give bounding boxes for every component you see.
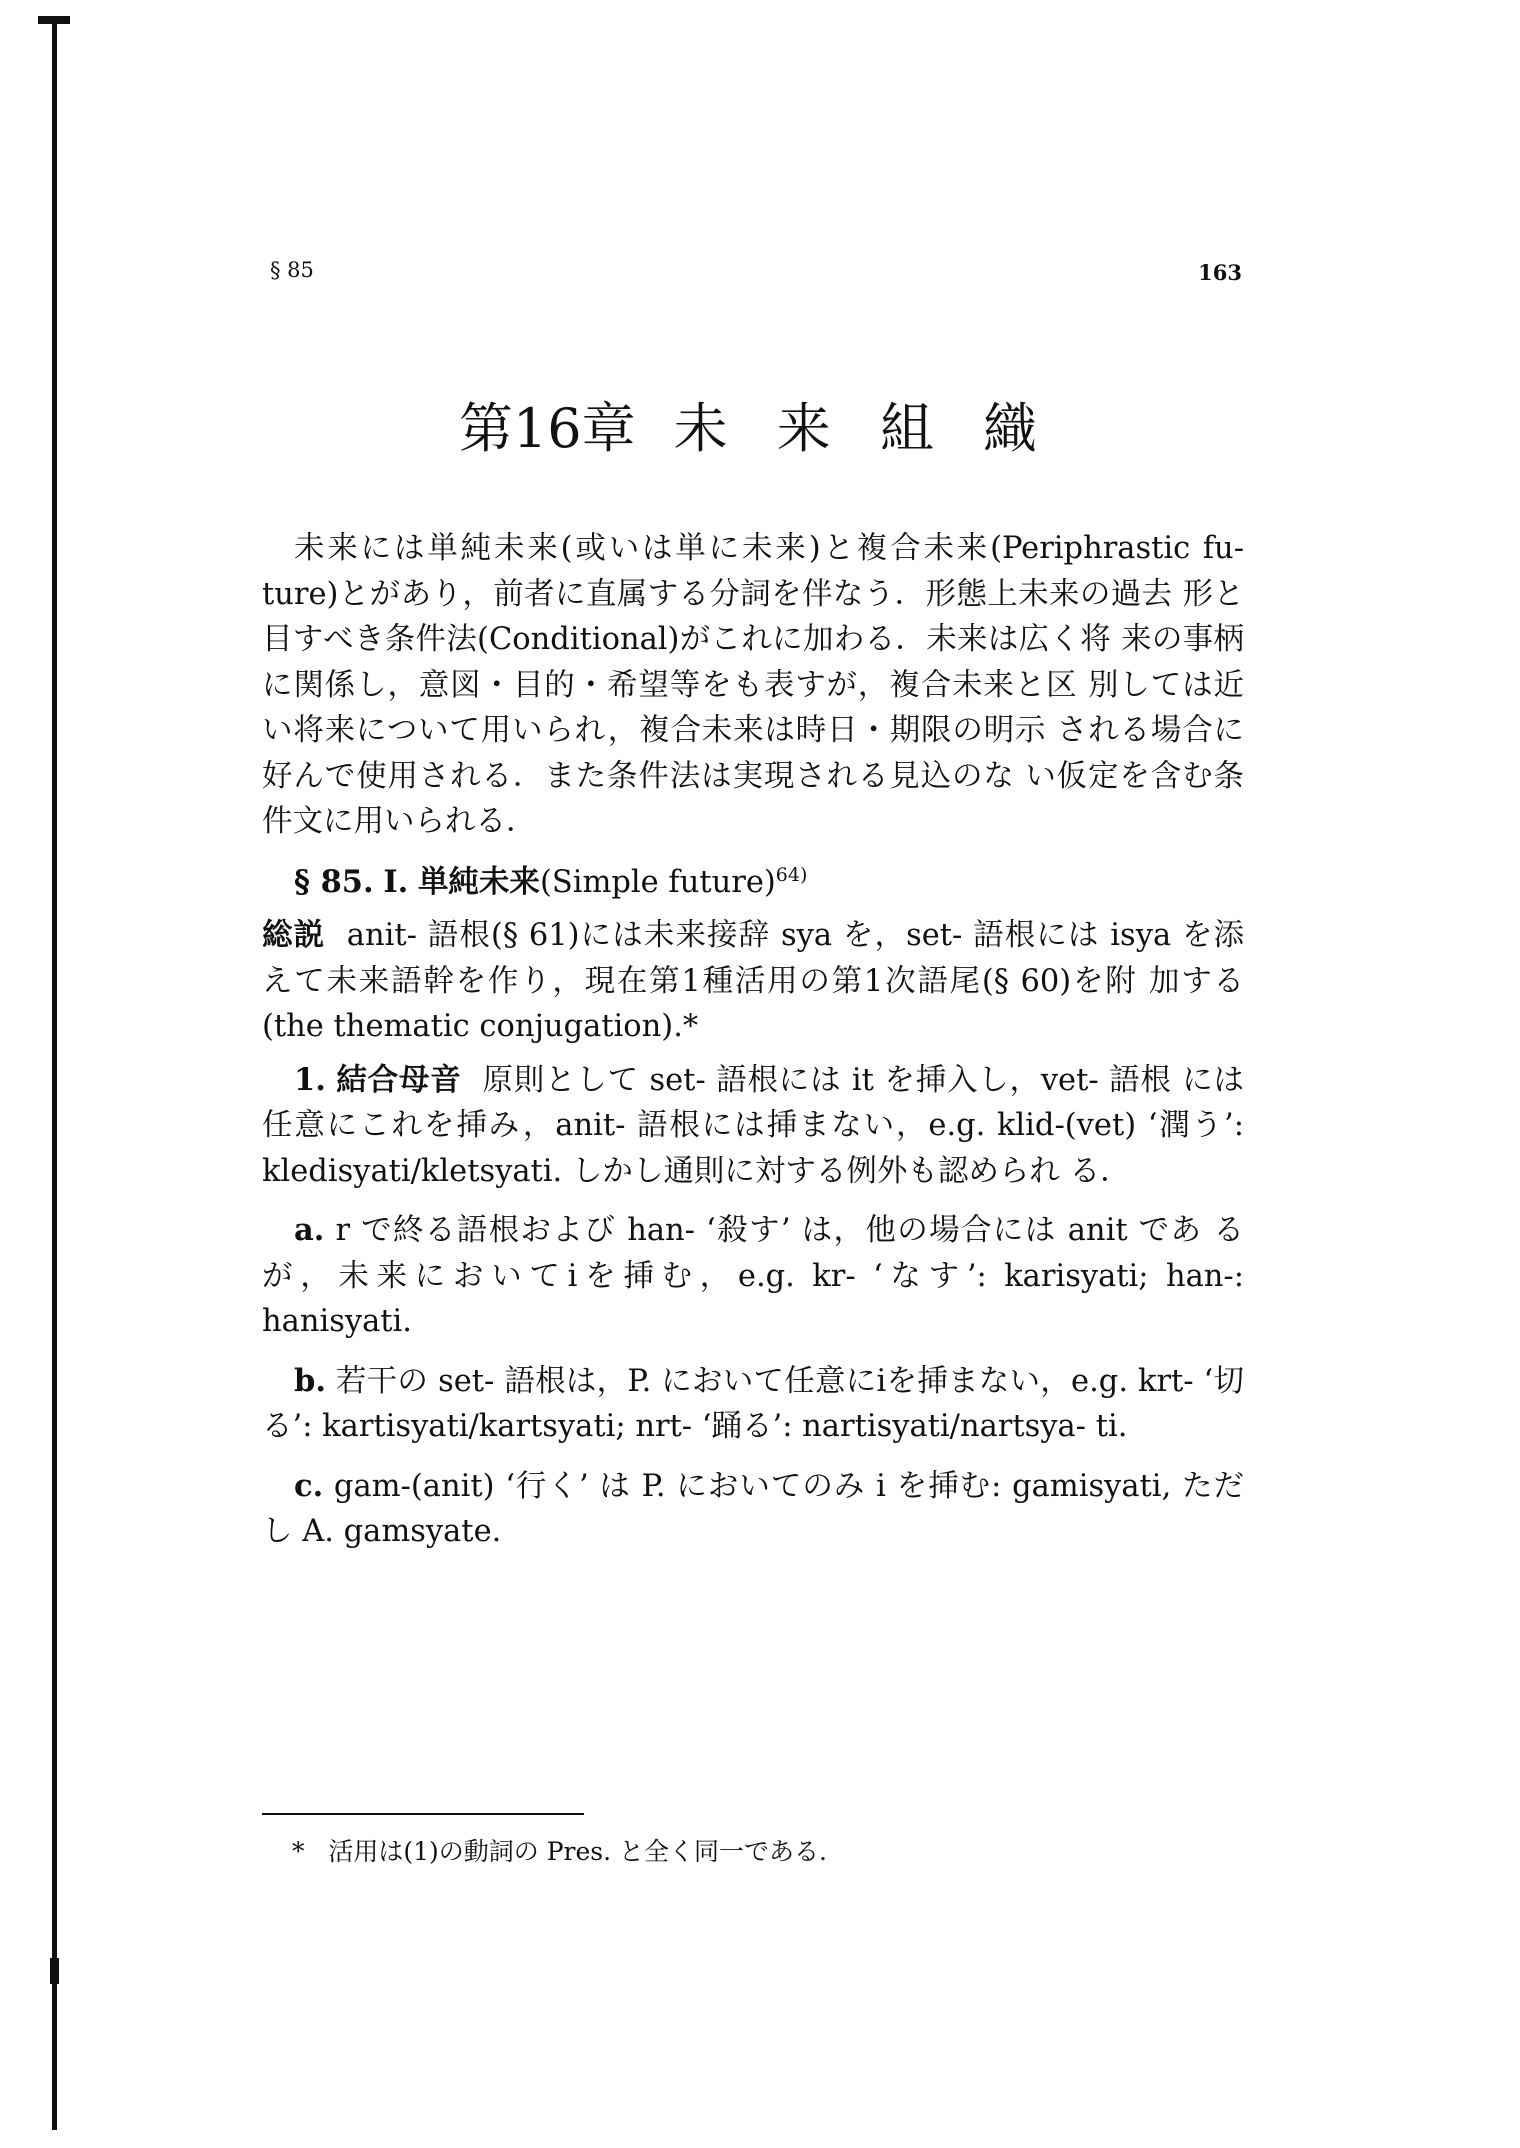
- intro-line: 形と目すべき条件法(Conditional)がこれに加わる．未来は広く将: [262, 576, 1244, 657]
- intro-line: 未来には単純未来(或いは単に未来)と複合未来(Periphrastic fu-: [294, 531, 1244, 566]
- item-c-line: ただし A. gamsyate.: [262, 1468, 1244, 1550]
- section-number: § 85.: [294, 863, 374, 900]
- item-b-line: ti.: [1095, 1409, 1128, 1445]
- item-a-paragraph: [262, 1208, 1244, 1345]
- intro-line: 来の事柄に関係し，意図・目的・希望等をも表すが，複合未来と区: [262, 622, 1245, 703]
- item-b-paragraph: [262, 1359, 1244, 1450]
- body-text: [262, 526, 1244, 1555]
- item-b-label: b.: [294, 1362, 326, 1399]
- item-b-line: krt- ‘切る’: kartisyati/kartsyati; nrt- ‘踊る’: nartisyati/nartsya-: [262, 1363, 1244, 1445]
- item-1-line: には任意にこれを挿み，anit- 語根には挿まない，e.g. klid-(vet): [262, 1062, 1245, 1144]
- binding-edge-mark: [50, 1958, 59, 1984]
- footnote-rule: [262, 1813, 584, 1815]
- footnote-text: 活用は(1)の動詞の Pres. と全く同一である.: [328, 1837, 827, 1866]
- section-title-en: (Simple future): [539, 864, 776, 900]
- section-note-ref: 64): [775, 863, 808, 886]
- footnote: [292, 1834, 827, 1870]
- item-1-line: る．: [1069, 1153, 1131, 1189]
- item-1-paragraph: [262, 1058, 1244, 1195]
- item-1-heading: 結合母音: [336, 1061, 462, 1098]
- intro-line: ture)とがあり，前者に直属する分詞を伴なう．形態上未来の過去: [262, 576, 1173, 612]
- item-c-label: c.: [294, 1467, 324, 1504]
- overview-line: anit- 語根(§ 61)には未来接辞 sya を，set- 語根には isya: [346, 918, 1172, 954]
- overview-label: 総説: [262, 917, 326, 954]
- section-reference: § 85: [270, 258, 314, 282]
- item-a-line: hanisyati.: [262, 1304, 412, 1340]
- overview-line: 加する (the thematic conjugation).*: [262, 963, 1244, 1045]
- intro-line: 別しては近い将来について用いられ，複合未来は時日・期限の明示: [262, 667, 1245, 748]
- chapter-name: 未 来 組 織: [673, 397, 1054, 460]
- item-b-line: 若干の set- 語根は，P. において任意にiを挿まない，e.g.: [335, 1363, 1129, 1399]
- overview-paragraph: [262, 913, 1244, 1050]
- item-a-line: るが，未来においてiを挿む，e.g. kr- ‘なす’: karisyati; han-:: [262, 1213, 1244, 1294]
- intro-line: される場合に好んで使用される．また条件法は実現される見込のな: [262, 713, 1245, 794]
- page-number: 163: [1198, 260, 1242, 285]
- intro-paragraph: [262, 526, 1244, 845]
- page-header: [270, 258, 1242, 298]
- item-a-line: r で終る語根および han- ‘殺す’ は，他の場合には anit であ: [335, 1213, 1203, 1249]
- section-roman: I.: [383, 863, 409, 900]
- chapter-number: 第16章: [458, 397, 636, 460]
- intro-line: い仮定を含む条件文に用いられる．: [262, 758, 1244, 839]
- overview-line: を添えて未来語幹を作り，現在第1種活用の第1次語尾(§ 60)を附: [262, 918, 1245, 999]
- item-c-paragraph: [262, 1464, 1244, 1555]
- section-title: 単純未来: [417, 863, 540, 900]
- chapter-title: [270, 394, 1242, 464]
- item-1-label: 1.: [294, 1061, 326, 1098]
- item-1-line: ‘潤う’: kledisyati/kletsyati. しかし通則に対する例外も認められ: [262, 1108, 1244, 1189]
- item-1-line: 原則として set- 語根には it を挿入し，vet- 語根: [482, 1062, 1172, 1098]
- item-a-label: a.: [294, 1212, 325, 1249]
- section-heading: [262, 853, 1244, 906]
- binding-edge-line: [52, 18, 57, 2130]
- footnote-mark: *: [292, 1837, 305, 1866]
- item-c-line: gam-(anit) ‘行く’ は P. においてのみ i を挿む: gamisyati,: [333, 1468, 1172, 1504]
